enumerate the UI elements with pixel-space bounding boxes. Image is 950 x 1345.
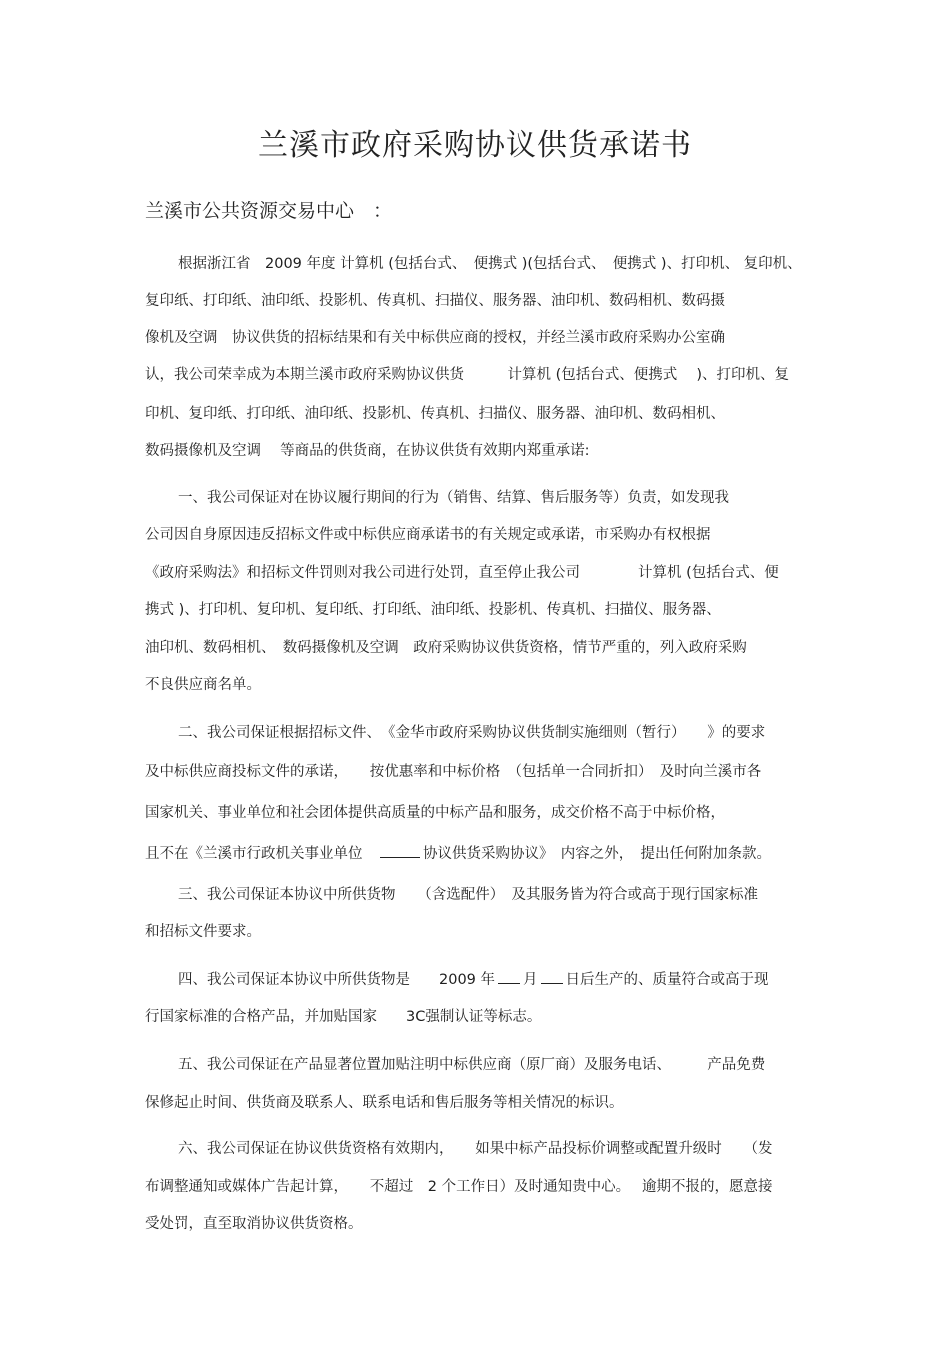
paragraph-line: 三、我公司保证本协议中所供货物 （含选配件） 及其服务皆为符合或高于现行国家标准 xyxy=(178,887,758,903)
paragraph-line: 根据浙江省 2009 年度 计算机 (包括台式、 便携式 )(包括台式、 便携式 )、打印机、 复印机、 xyxy=(178,256,802,272)
paragraph-line: 认，我公司荣幸成为本期兰溪市政府采购协议供货 计算机 (包括台式、便携式 )、打印机、复 xyxy=(145,367,790,383)
paragraph-line: 及中标供应商投标文件的承诺， 按优惠率和中标价格 （包括单一合同折扣） 及时向兰溪市各 xyxy=(145,764,762,780)
paragraph-line: 六、我公司保证在协议供货资格有效期内， 如果中标产品投标价调整或配置升级时 （发 xyxy=(178,1141,773,1157)
paragraph-line: 携式 )、打印机、复印机、复印纸、打印纸、油印纸、投影机、传真机、扫描仪、服务器、 xyxy=(145,602,721,618)
paragraph-line-with-blanks xyxy=(178,968,769,989)
line-text-before-blank: 且不在《兰溪市行政机关事业单位 xyxy=(145,846,377,862)
paragraph-line: 国家机关、事业单位和社会团体提供高质量的中标产品和服务，成交价格不高于中标价格， xyxy=(145,805,725,821)
paragraph-line: 复印纸、打印纸、油印纸、投影机、传真机、扫描仪、服务器、油印机、数码相机、数码摄 xyxy=(145,293,725,309)
paragraph-line: 公司因自身原因违反招标文件或中标供应商承诺书的有关规定或承诺，市采购办有权根据 xyxy=(145,527,711,543)
addressee: 兰溪市公共资源交易中心 ： xyxy=(145,200,393,222)
line-text-after-blank: 协议供货采购协议》 内容之外， 提出任何附加条款。 xyxy=(423,846,771,862)
paragraph-line: 不良供应商名单。 xyxy=(145,677,261,693)
paragraph-line: 《政府采购法》和招标文件罚则对我公司进行处罚，直至停止我公司 计算机 (包括台式、便 xyxy=(145,565,779,581)
paragraph-line: 和招标文件要求。 xyxy=(145,924,261,940)
paragraph-line: 五、我公司保证在产品显著位置加贴注明中标供应商（原厂商）及服务电话、 产品免费 xyxy=(178,1057,766,1073)
paragraph-line: 一、我公司保证对在协议履行期间的行为（销售、结算、售后服务等）负责，如发现我 xyxy=(178,490,729,506)
paragraph-line: 行国家标准的合格产品，并加贴国家 3C强制认证等标志。 xyxy=(145,1009,542,1025)
line-text-part: 日后生产的、质量符合或高于现 xyxy=(565,972,769,988)
paragraph-line: 受处罚，直至取消协议供货资格。 xyxy=(145,1216,363,1232)
line-text-part: 四、我公司保证本协议中所供货物是 2009 年 xyxy=(178,972,496,988)
paragraph-line: 印机、复印纸、打印纸、油印纸、投影机、传真机、扫描仪、服务器、油印机、数码相机、 xyxy=(145,406,725,422)
month-blank xyxy=(498,969,520,984)
paragraph-line: 布调整通知或媒体广告起计算， 不超过 2 个工作日）及时通知贵中心。 逾期不报的，愿意接 xyxy=(145,1179,773,1195)
line-text-part: 月 xyxy=(523,972,538,988)
paragraph-line-with-blank xyxy=(145,842,771,863)
paragraph-line: 保修起止时间、供货商及联系人、联系电话和售后服务等相关情况的标识。 xyxy=(145,1095,624,1111)
day-blank xyxy=(541,969,563,984)
paragraph-line: 数码摄像机及空调 等商品的供货商，在协议供货有效期内郑重承诺: xyxy=(145,443,590,459)
document-title: 兰溪市政府采购协议供货承诺书 xyxy=(258,128,692,163)
fill-blank xyxy=(380,843,420,858)
paragraph-line: 油印机、数码相机、 数码摄像机及空调 政府采购协议供货资格，情节严重的，列入政府采购 xyxy=(145,640,747,656)
paragraph-line: 二、我公司保证根据招标文件、 《金华市政府采购协议供货制实施细则（暂行） 》的要求 xyxy=(178,725,766,741)
paragraph-line: 像机及空调 协议供货的招标结果和有关中标供应商的授权，并经兰溪市政府采购办公室确 xyxy=(145,330,725,346)
